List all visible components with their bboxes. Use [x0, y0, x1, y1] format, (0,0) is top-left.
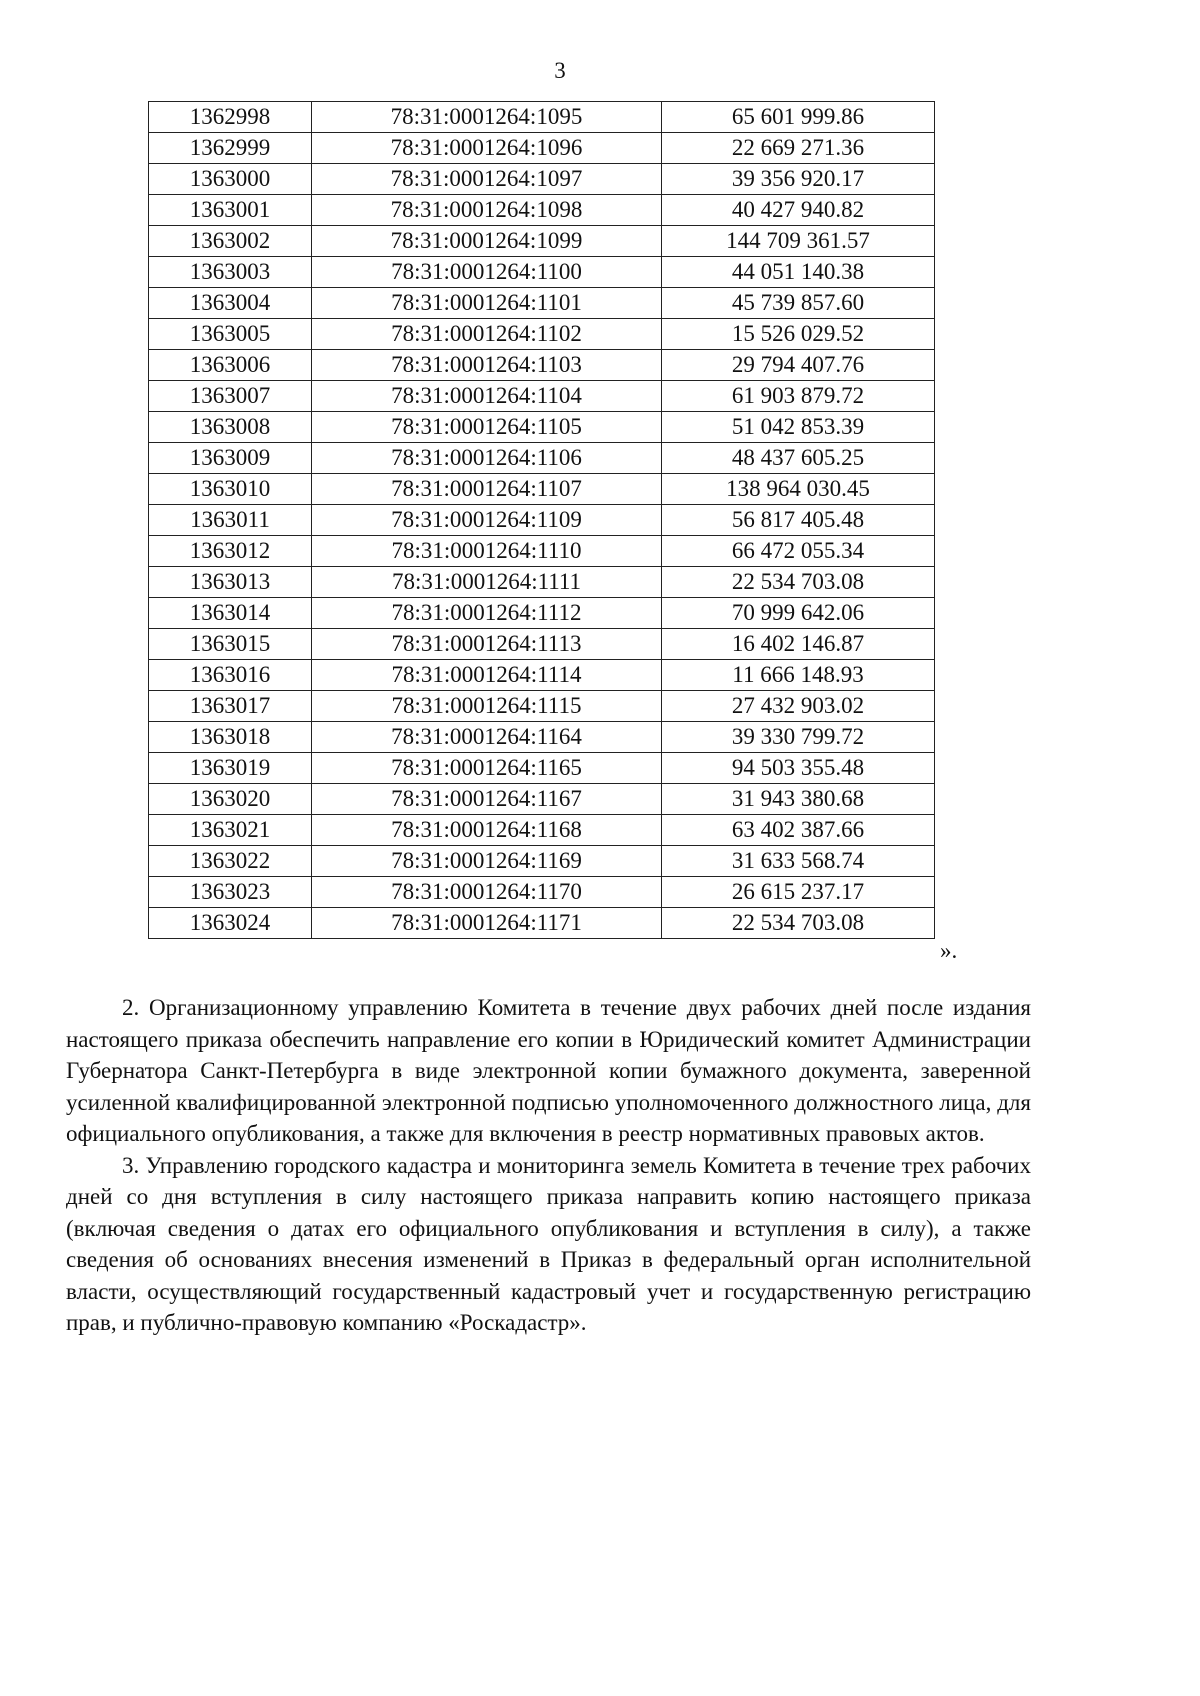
cadastral-number-cell: 78:31:0001264:1104: [312, 381, 662, 412]
cadastral-value-cell: 11 666 148.93: [662, 660, 935, 691]
cadastral-number-cell: 78:31:0001264:1165: [312, 753, 662, 784]
cadastral-number-cell: 78:31:0001264:1170: [312, 877, 662, 908]
object-id-cell: 1363013: [149, 567, 312, 598]
table-row: [149, 350, 935, 381]
table-row: [149, 195, 935, 226]
cadastral-value-cell: 31 943 380.68: [662, 784, 935, 815]
object-id-cell: 1363017: [149, 691, 312, 722]
object-id-cell: 1363005: [149, 319, 312, 350]
cadastral-value-cell: 144 709 361.57: [662, 226, 935, 257]
cadastral-value-cell: 39 330 799.72: [662, 722, 935, 753]
table-row: [149, 722, 935, 753]
cadastral-value-cell: 51 042 853.39: [662, 412, 935, 443]
cadastral-number-cell: 78:31:0001264:1110: [312, 536, 662, 567]
table-row: [149, 381, 935, 412]
closing-quote: ».: [940, 938, 958, 963]
cadastral-number-cell: 78:31:0001264:1113: [312, 629, 662, 660]
object-id-cell: 1363015: [149, 629, 312, 660]
object-id-cell: 1363006: [149, 350, 312, 381]
table-row: [149, 257, 935, 288]
object-id-cell: 1363020: [149, 784, 312, 815]
object-id-cell: 1362999: [149, 133, 312, 164]
table-row: [149, 784, 935, 815]
cadastral-number-cell: 78:31:0001264:1114: [312, 660, 662, 691]
object-id-cell: 1363007: [149, 381, 312, 412]
cadastral-value-cell: 16 402 146.87: [662, 629, 935, 660]
cadastral-value-cell: 56 817 405.48: [662, 505, 935, 536]
table-row: [149, 505, 935, 536]
cadastral-number-cell: 78:31:0001264:1106: [312, 443, 662, 474]
object-id-cell: 1363024: [149, 908, 312, 939]
object-id-cell: 1363008: [149, 412, 312, 443]
cadastral-value-cell: 22 534 703.08: [662, 908, 935, 939]
object-id-cell: 1362998: [149, 102, 312, 133]
table-row: [149, 133, 935, 164]
cadastral-number-cell: 78:31:0001264:1103: [312, 350, 662, 381]
cadastral-number-cell: 78:31:0001264:1167: [312, 784, 662, 815]
cadastral-value-cell: 63 402 387.66: [662, 815, 935, 846]
object-id-cell: 1363011: [149, 505, 312, 536]
table-row: [149, 908, 935, 939]
cadastral-number-cell: 78:31:0001264:1171: [312, 908, 662, 939]
object-id-cell: 1363023: [149, 877, 312, 908]
table-body: [149, 102, 935, 939]
object-id-cell: 1363000: [149, 164, 312, 195]
object-id-cell: 1363009: [149, 443, 312, 474]
object-id-cell: 1363004: [149, 288, 312, 319]
object-id-cell: 1363002: [149, 226, 312, 257]
table-row: [149, 877, 935, 908]
cadastral-value-cell: 27 432 903.02: [662, 691, 935, 722]
cadastral-value-cell: 138 964 030.45: [662, 474, 935, 505]
page-number: 3: [554, 58, 566, 83]
object-id-cell: 1363022: [149, 846, 312, 877]
cadastral-value-cell: 45 739 857.60: [662, 288, 935, 319]
table-row: [149, 319, 935, 350]
cadastral-value-cell: 15 526 029.52: [662, 319, 935, 350]
cadastral-value-cell: 94 503 355.48: [662, 753, 935, 784]
object-id-cell: 1363001: [149, 195, 312, 226]
cadastral-number-cell: 78:31:0001264:1096: [312, 133, 662, 164]
cadastral-number-cell: 78:31:0001264:1105: [312, 412, 662, 443]
cadastral-value-cell: 26 615 237.17: [662, 877, 935, 908]
cadastral-number-cell: 78:31:0001264:1098: [312, 195, 662, 226]
cadastral-value-cell: 44 051 140.38: [662, 257, 935, 288]
object-id-cell: 1363018: [149, 722, 312, 753]
cadastral-number-cell: 78:31:0001264:1164: [312, 722, 662, 753]
paragraph-3: 3. Управлению городского кадастра и мониторинга земель Комитета в течение трех рабочих дней со дня вступления в силу настоящего приказа направить копию настоящего приказа (включая сведения о датах его официального опубликования и вступления в силу), а также сведения об основаниях внесения изменений в Приказ в федеральный орган исполнительной власти, осуществляющий государственный кадастровый учет и государственную регистрацию прав, и публично-правовую компанию «Роскадастр».: [66, 1152, 1031, 1335]
cadastral-number-cell: 78:31:0001264:1115: [312, 691, 662, 722]
cadastral-number-cell: 78:31:0001264:1107: [312, 474, 662, 505]
table-row: [149, 660, 935, 691]
object-id-cell: 1363016: [149, 660, 312, 691]
object-id-cell: 1363012: [149, 536, 312, 567]
cadastral-number-cell: 78:31:0001264:1101: [312, 288, 662, 319]
table-row: [149, 288, 935, 319]
body-text: [66, 992, 1031, 1339]
table-row: [149, 164, 935, 195]
object-id-cell: 1363010: [149, 474, 312, 505]
object-id-cell: 1363003: [149, 257, 312, 288]
cadastral-number-cell: 78:31:0001264:1169: [312, 846, 662, 877]
cadastral-value-cell: 29 794 407.76: [662, 350, 935, 381]
table-row: [149, 536, 935, 567]
table-row: [149, 598, 935, 629]
table-row: [149, 629, 935, 660]
cadastral-number-cell: 78:31:0001264:1102: [312, 319, 662, 350]
cadastral-number-cell: 78:31:0001264:1109: [312, 505, 662, 536]
cadastral-number-cell: 78:31:0001264:1099: [312, 226, 662, 257]
cadastral-number-cell: 78:31:0001264:1100: [312, 257, 662, 288]
cadastral-value-cell: 22 534 703.08: [662, 567, 935, 598]
cadastral-value-cell: 39 356 920.17: [662, 164, 935, 195]
table-row: [149, 412, 935, 443]
table-row: [149, 753, 935, 784]
cadastral-number-cell: 78:31:0001264:1095: [312, 102, 662, 133]
object-id-cell: 1363019: [149, 753, 312, 784]
cadastral-value-cell: 31 633 568.74: [662, 846, 935, 877]
object-id-cell: 1363021: [149, 815, 312, 846]
cadastral-number-cell: 78:31:0001264:1112: [312, 598, 662, 629]
table-row: [149, 815, 935, 846]
cadastral-value-cell: 61 903 879.72: [662, 381, 935, 412]
table-row: [149, 567, 935, 598]
table-row: [149, 474, 935, 505]
cadastral-value-cell: 40 427 940.82: [662, 195, 935, 226]
table-row: [149, 443, 935, 474]
table-row: [149, 226, 935, 257]
cadastral-value-cell: 65 601 999.86: [662, 102, 935, 133]
cadastral-value-cell: 66 472 055.34: [662, 536, 935, 567]
table-row: [149, 691, 935, 722]
cadastral-value-cell: 48 437 605.25: [662, 443, 935, 474]
cadastral-value-table: [148, 101, 935, 939]
cadastral-table-wrapper: [148, 101, 935, 939]
cadastral-number-cell: 78:31:0001264:1168: [312, 815, 662, 846]
table-row: [149, 102, 935, 133]
table-row: [149, 846, 935, 877]
cadastral-value-cell: 22 669 271.36: [662, 133, 935, 164]
cadastral-number-cell: 78:31:0001264:1097: [312, 164, 662, 195]
cadastral-number-cell: 78:31:0001264:1111: [312, 567, 662, 598]
cadastral-value-cell: 70 999 642.06: [662, 598, 935, 629]
object-id-cell: 1363014: [149, 598, 312, 629]
paragraph-2: 2. Организационному управлению Комитета в течение двух рабочих дней после издания настоящего приказа обеспечить направление его копии в Юридический комитет Администрации Губернатора Санкт-Петербурга в виде электронной копии бумажного документа, заверенной усиленной квалифицированной электронной подписью уполномоченного должностного лица, для официального опубликования, а также для включения в реестр нормативных правовых актов.: [66, 995, 1031, 1146]
